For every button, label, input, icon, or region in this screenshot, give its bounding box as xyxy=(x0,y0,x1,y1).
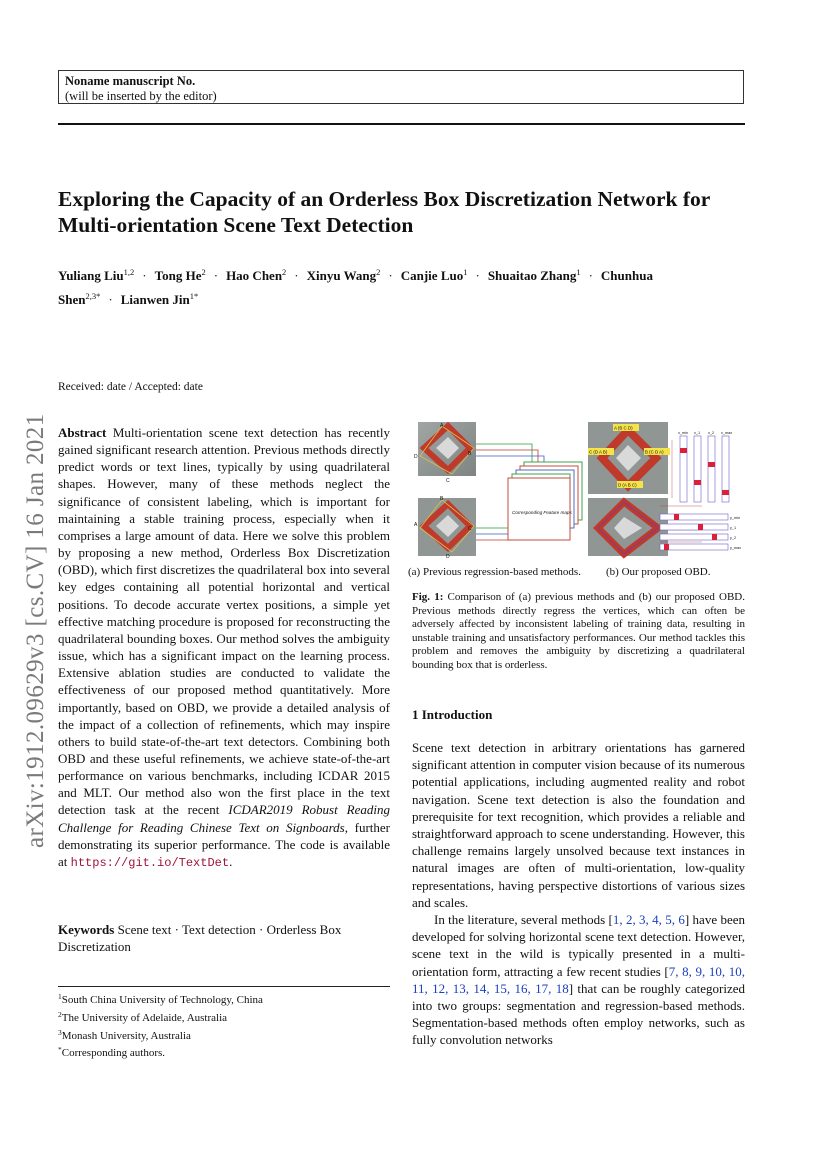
corner-label: D xyxy=(414,454,418,460)
footnote: $^1$South China University of Technology, China xyxy=(58,992,263,1006)
corner-label: A xyxy=(414,522,418,528)
footnotes xyxy=(58,990,398,1061)
editor-note-box xyxy=(58,70,744,104)
corner-label: A xyxy=(440,423,444,429)
author: Tong He$^2$ xyxy=(154,267,206,283)
keywords-text: Scene text · Text detection · Orderless Box Discretization xyxy=(58,922,342,954)
author: Canjie Luo$^1$ xyxy=(400,267,468,283)
vertex-label: C (D A B) xyxy=(589,449,608,455)
vertex-label: A (B C D) xyxy=(614,425,633,431)
feature-maps xyxy=(508,462,582,540)
footnote-rule xyxy=(58,986,390,987)
citation-links[interactable]: 1, 2, 3, 4, 5, 6 xyxy=(612,912,685,928)
author: Xinyu Wang$^2$ xyxy=(306,267,381,283)
arxiv-stamp: arXiv:1912.09629v3 [cs.CV] 16 Jan 2021 xyxy=(22,413,49,848)
citation-links[interactable]: 7, 8, 9, 10, 10, 11, 12, 13, 14, 15, 16, 17, 18 xyxy=(412,963,745,996)
author-list: Yuliang Liu$^{1,2}$ · Tong $He^2$ · Hao Chen$^2$ · Xinyu Wang$^2$ · Canjie Luo$^1$ · Shuaitao Zhang$^1$ · Chunhua Shen$^{2,3*}$ · Lianwen Jin$^{1*}$ xyxy=(58,267,653,307)
corner-label: C xyxy=(446,478,450,484)
figure-caption-label: Fig. 1: xyxy=(412,591,444,603)
paper-title: Exploring the Capacity of an Orderless Box Discretization Network for Multi-orientation Scene Text Detection xyxy=(58,187,710,237)
challenge-name: ICDAR2019 Robust Reading Challenge for Reading Chinese Text on Signboards xyxy=(58,802,390,835)
text-image-top xyxy=(418,422,476,476)
author: Lianwen Jin$^{1*}$ xyxy=(120,291,199,307)
corner-label: C xyxy=(468,526,472,532)
paragraph: Scene text detection in arbitrary orientations has garnered significant attention in computer vision because of its numerous potential applications, including augmented reality and robot navigation. Scene text detection is also the foundation and prerequisite for text recognition, which provides a reliable and straightforward approach to scene understanding. However, this challenge remains largely unsolved because text instances in natural images are often of multi-orientation, low-quality representations, having perspective distortions of various sizes and scales. xyxy=(412,740,745,910)
header-rule xyxy=(58,123,745,125)
footnote: $^3$Monash University, Australia xyxy=(58,1027,191,1042)
abstract: Abstract Multi-orientation scene text detection has recently gained significant research attention. Previous methods directly predict words or text lines, typically by using quadrilateral shapes. However, many of these methods neglect the significance of consistent labeling, which is important for maintaining a stable training process, especially when it comprises a large amount of data. Here we solve this problem by proposing a new method, Orderless Box Discretization (OBD), which first discretizes the quadrilateral box into several key edges containing all potential horizontal and vertical positions. To decode accurate vertex positions, a simple yet effective matching procedure is proposed for reconstructing the quadrilateral bounding boxes. Our method solves the ambiguity issue, which has a significant impact on the learning process. Extensive ablation studies are conducted to validate the effectiveness of our proposed method quantitatively. More importantly, based on OBD, we provide a detailed analysis of the impact of a collection of refinements, which may inspire others to build state-of-the-art text detectors. Combining both OBD and these useful refinements, we achieve state-of-the-art performance on various benchmarks, including ICDAR 2015 and MLT. Our method also won the first place in the text detection task at the recent ICDAR2019 Robust Reading Challenge for Reading Chinese Text on Signboards, further demonstrating its superior performance. The code is available at https://git.io/TextDet. xyxy=(58,425,390,870)
footnote: $^2$The University of Adelaide, Australia xyxy=(58,1009,228,1024)
author: Chunhua Shen$^{2,3*}$ xyxy=(58,268,653,307)
abstract-text: Multi-orientation scene text detection has recently gained significant research attention. Previous methods directly predict words or text lines, typically by using quadrilateral shapes. However, many of these methods neglect the significance of consistent labeling, which is important for maintaining a stable training process, especially when it comprises a large amount of data. Here we solve this problem by proposing a new method, Orderless Box Discretization (OBD), which first discretizes the quadrilateral box into several key edges containing all potential horizontal and vertical positions. To decode accurate vertex positions, a simple yet effective matching procedure is proposed for reconstructing the quadrilateral bounding boxes. Our method solves the ambiguity issue, which has a significant impact on the learning process. Extensive ablation studies are conducted to validate the effectiveness of our proposed method quantitatively. More importantly, based on OBD, we provide a detailed analysis of the impact of a collection of refinements, which may inspire others to build state-of-the-art text detectors. Combining both OBD and these useful refinements, we achieve state-of-the-art performance on various benchmarks, including ICDAR 2015 and MLT. Our method also won the first place in the text detection task at the recent xyxy=(58,425,390,818)
axis-label: x_max xyxy=(721,431,733,435)
corner-label: D xyxy=(446,554,450,560)
keywords-label: Keywords xyxy=(58,922,115,937)
author: Shuaitao Zhang$^1$ xyxy=(487,267,581,283)
keywords xyxy=(58,921,390,955)
author: Hao Chen$^2$ xyxy=(226,267,287,283)
obd-image-bottom xyxy=(588,498,668,556)
vertex-label: B (C D A) xyxy=(645,449,664,455)
axis-label: y_2 xyxy=(730,536,737,540)
feature-map-label: Corresponding Feature maps xyxy=(512,510,572,515)
horizontal-key-edges xyxy=(660,514,728,550)
author: Yuliang Liu$^{1,2}$ xyxy=(58,267,135,283)
axis-label: y_min xyxy=(730,516,741,520)
corner-label: B xyxy=(440,496,444,502)
manuscript-number: Noname manuscript No. xyxy=(65,74,196,88)
footnote: *Corresponding authors. xyxy=(58,1045,166,1060)
corner-label: B xyxy=(468,451,472,457)
vertex-label: D (A B C) xyxy=(618,482,637,488)
paragraph: In the literature, several methods [1, 2, 3, 4, 5, 6] have been developed for solving horizontal scene text detection. However, scene text in the wild is typically presented in a multi-orientation form, attracting a few recent studies [7, 8, 9, 10, 10, 11, 12, 13, 14, 15, 16, 17, 18] that can be roughly categorized into two groups: segmentation and regression-based methods. Segmentation-based methods often employ networks, such as fully convolution networks xyxy=(412,912,745,1048)
editor-note: (will be inserted by the editor) xyxy=(65,89,217,103)
subcaption-b: (b) Our proposed OBD. xyxy=(606,566,711,578)
abstract-label: Abstract xyxy=(58,425,107,440)
vertical-key-edges xyxy=(680,436,729,502)
axis-label: y_max xyxy=(730,546,742,550)
figure-caption xyxy=(412,591,745,673)
figure-caption-text: Comparison of (a) previous methods and (b) our proposed OBD. Previous methods directly regress the vertices, which can often be adversely affected by inconsistent labeling of training data, resulting in unstable training and unsatisfactory performances. Our method tackles this problem and removes the ambiguity by discretizing a quadrilateral bounding box that is orderless. xyxy=(412,591,745,671)
subcaption-a: (a) Previous regression-based methods. xyxy=(408,566,581,578)
received-date: Received: date / Accepted: date xyxy=(58,381,203,393)
section-heading: 1 Introduction xyxy=(412,707,493,722)
axis-label: x_min xyxy=(678,431,689,435)
axis-label: y_1 xyxy=(730,526,737,530)
axis-label: x_2 xyxy=(708,431,715,435)
figure-1 xyxy=(412,418,752,560)
code-link[interactable]: https://git.io/TextDet xyxy=(70,855,230,870)
axis-label: x_1 xyxy=(694,431,701,435)
introduction-text xyxy=(412,739,745,1049)
